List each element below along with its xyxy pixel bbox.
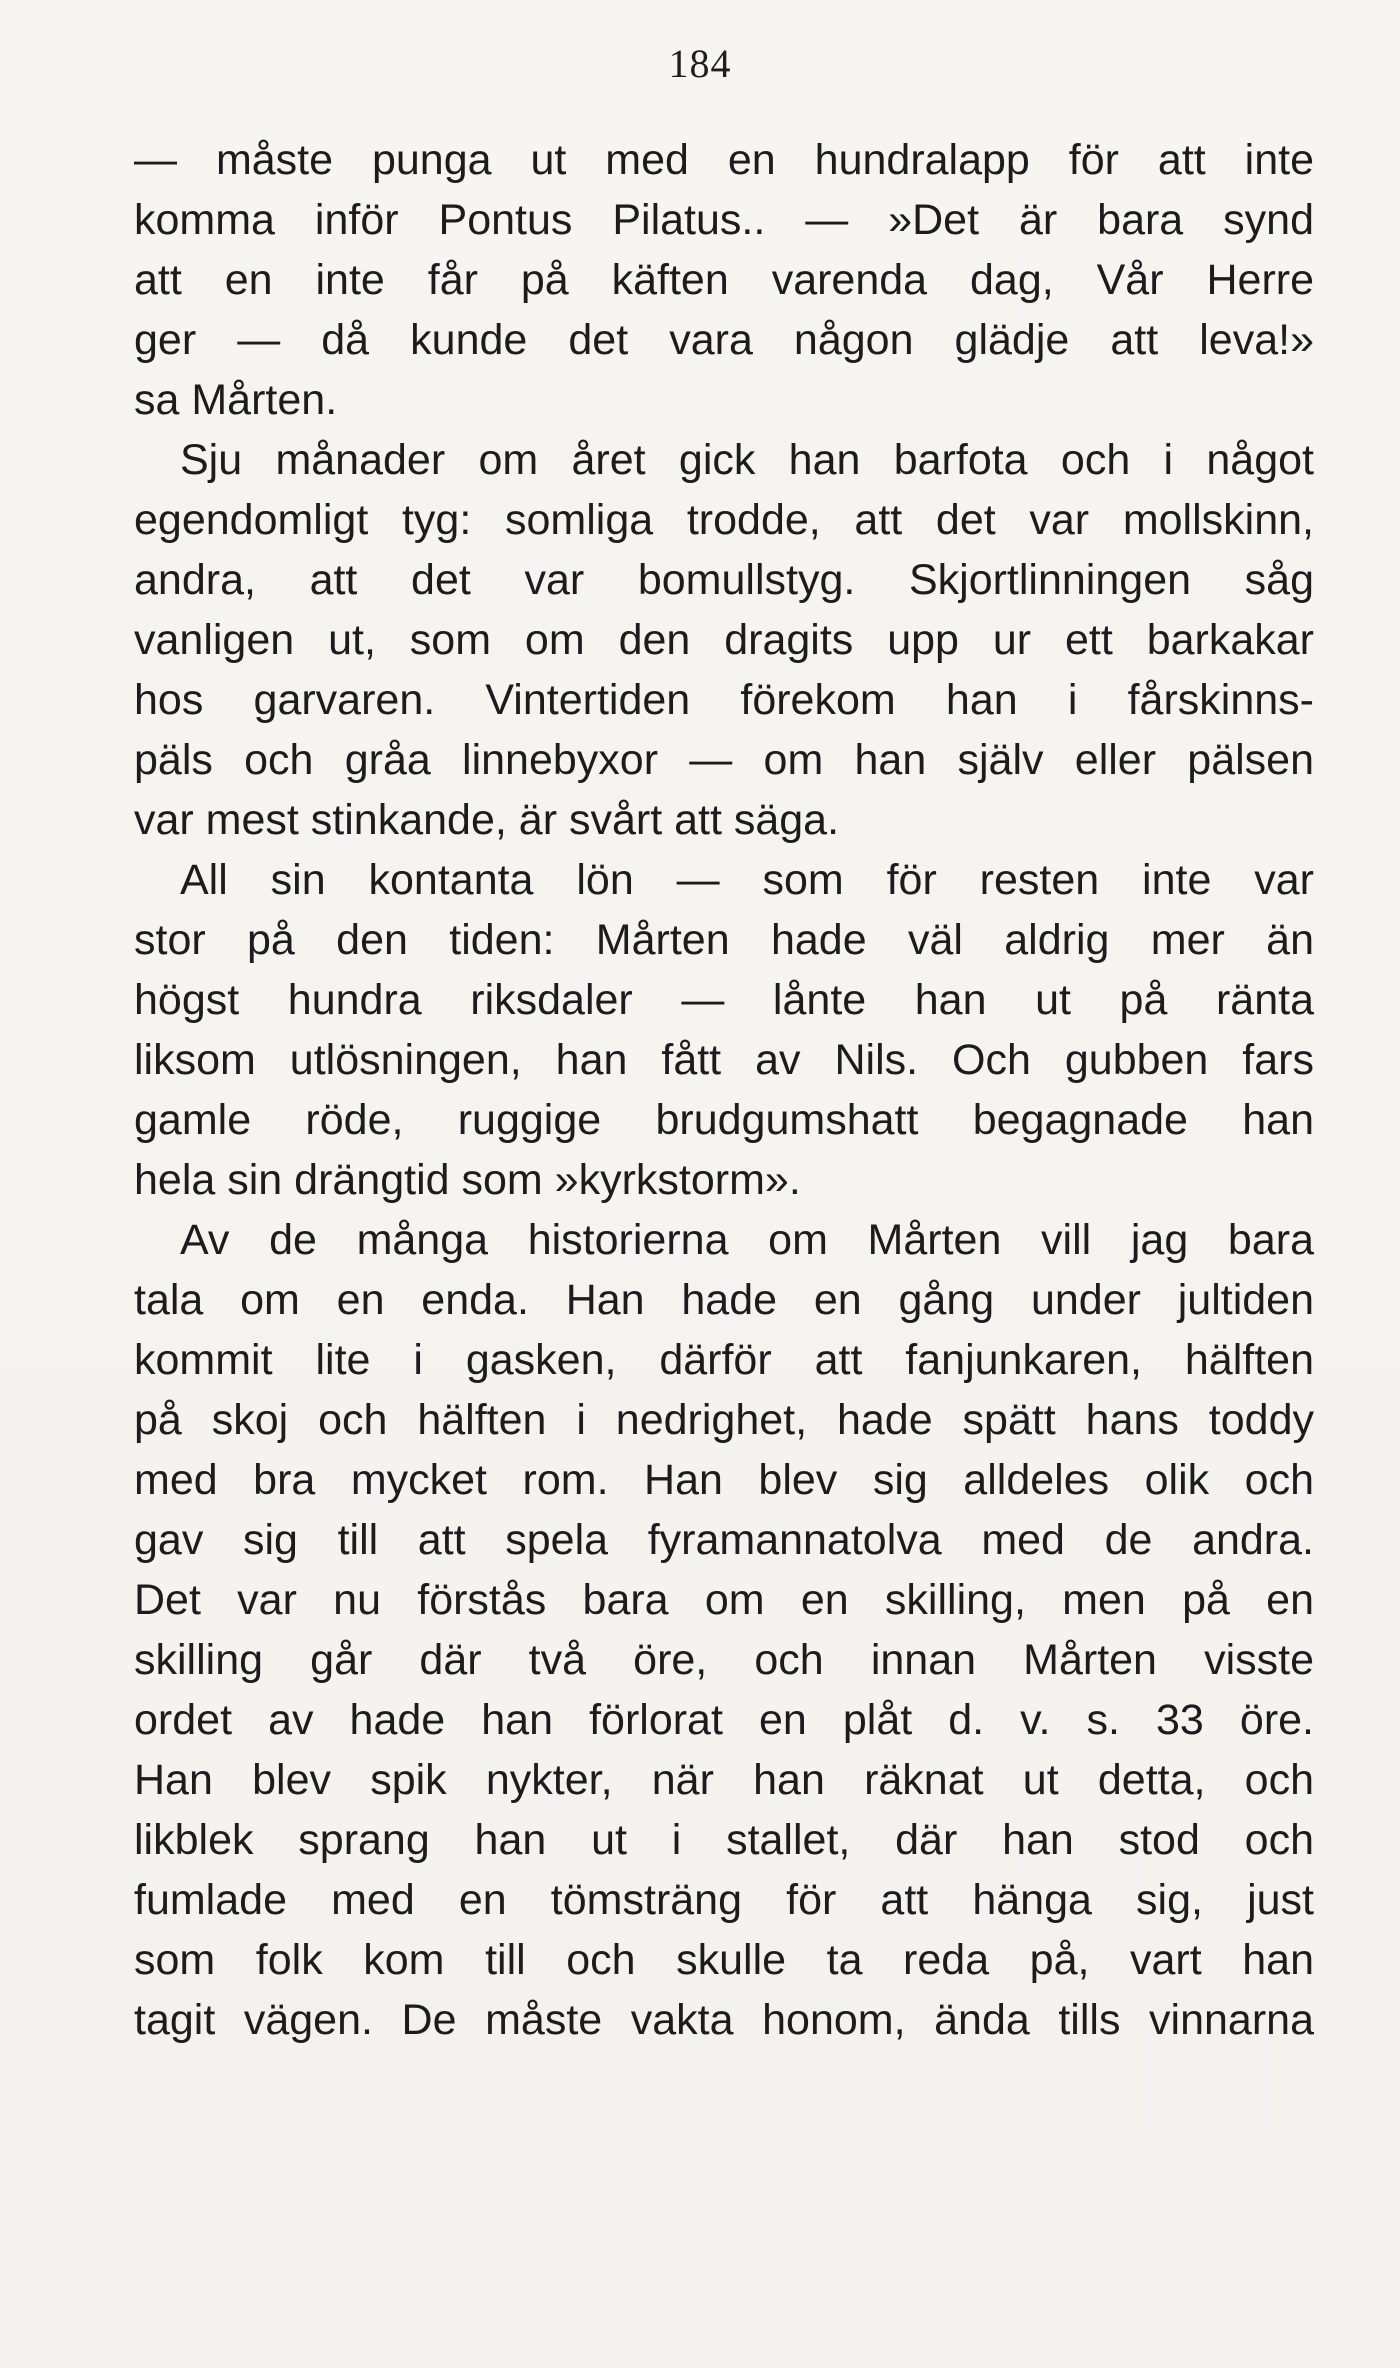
paragraph bbox=[134, 130, 1314, 430]
text-line: hela sin drängtid som »kyrkstorm». bbox=[134, 1156, 801, 1204]
text-line: vanligen ut, som om den dragits upp ur ett barkakar bbox=[134, 616, 1314, 664]
text-line: egendomligt tyg: somliga trodde, att det var mollskinn, bbox=[134, 496, 1314, 544]
text-line: All sin kontanta lön — som för resten inte var bbox=[180, 856, 1314, 904]
text-line: Sju månader om året gick han barfota och i något bbox=[180, 436, 1314, 484]
text-line: andra, att det var bomullstyg. Skjortlinningen såg bbox=[134, 556, 1314, 604]
text-line: ordet av hade han förlorat en plåt d. v. s. 33 öre. bbox=[134, 1696, 1314, 1744]
text-line: som folk kom till och skulle ta reda på, vart han bbox=[134, 1936, 1314, 1984]
body-text bbox=[134, 130, 1314, 2050]
paragraph bbox=[134, 1210, 1314, 2050]
paragraph bbox=[134, 430, 1314, 850]
text-line: tala om en enda. Han hade en gång under jultiden bbox=[134, 1276, 1314, 1324]
text-line: skilling går där två öre, och innan Mårten visste bbox=[134, 1636, 1314, 1684]
text-line: Av de många historierna om Mårten vill jag bara bbox=[180, 1216, 1314, 1264]
paragraph bbox=[134, 850, 1314, 1210]
text-line: — måste punga ut med en hundralapp för att inte bbox=[134, 136, 1314, 184]
text-line: komma inför Pontus Pilatus.. — »Det är bara synd bbox=[134, 196, 1314, 244]
text-line: liksom utlösningen, han fått av Nils. Och gubben fars bbox=[134, 1036, 1314, 1084]
text-line: sa Mårten. bbox=[134, 376, 338, 424]
text-line: tagit vägen. De måste vakta honom, ända tills vinnarna bbox=[134, 1996, 1314, 2044]
text-line: Han blev spik nykter, när han räknat ut detta, och bbox=[134, 1756, 1314, 1804]
text-line: var mest stinkande, är svårt att säga. bbox=[134, 796, 840, 844]
text-line: på skoj och hälften i nedrighet, hade spätt hans toddy bbox=[134, 1396, 1314, 1444]
text-line: med bra mycket rom. Han blev sig alldeles olik och bbox=[134, 1456, 1314, 1504]
text-line: ger — då kunde det vara någon glädje att leva!» bbox=[134, 316, 1314, 364]
text-line: päls och gråa linnebyxor — om han själv eller pälsen bbox=[134, 736, 1314, 784]
text-line: Det var nu förstås bara om en skilling, men på en bbox=[134, 1576, 1314, 1624]
text-line: kommit lite i gasken, därför att fanjunkaren, hälften bbox=[134, 1336, 1314, 1384]
page-number: 184 bbox=[668, 41, 732, 86]
text-line: hos garvaren. Vintertiden förekom han i fårskinns- bbox=[134, 676, 1314, 724]
text-line: stor på den tiden: Mårten hade väl aldrig mer än bbox=[134, 916, 1314, 964]
text-line: likblek sprang han ut i stallet, där han stod och bbox=[134, 1816, 1314, 1864]
text-line: gamle röde, ruggige brudgumshatt begagnade han bbox=[134, 1096, 1314, 1144]
text-line: gav sig till att spela fyramannatolva med de andra. bbox=[134, 1516, 1314, 1564]
text-line: högst hundra riksdaler — lånte han ut på ränta bbox=[134, 976, 1314, 1024]
text-line: fumlade med en tömsträng för att hänga sig, just bbox=[134, 1876, 1314, 1924]
text-line: att en inte får på käften varenda dag, Vår Herre bbox=[134, 256, 1314, 304]
